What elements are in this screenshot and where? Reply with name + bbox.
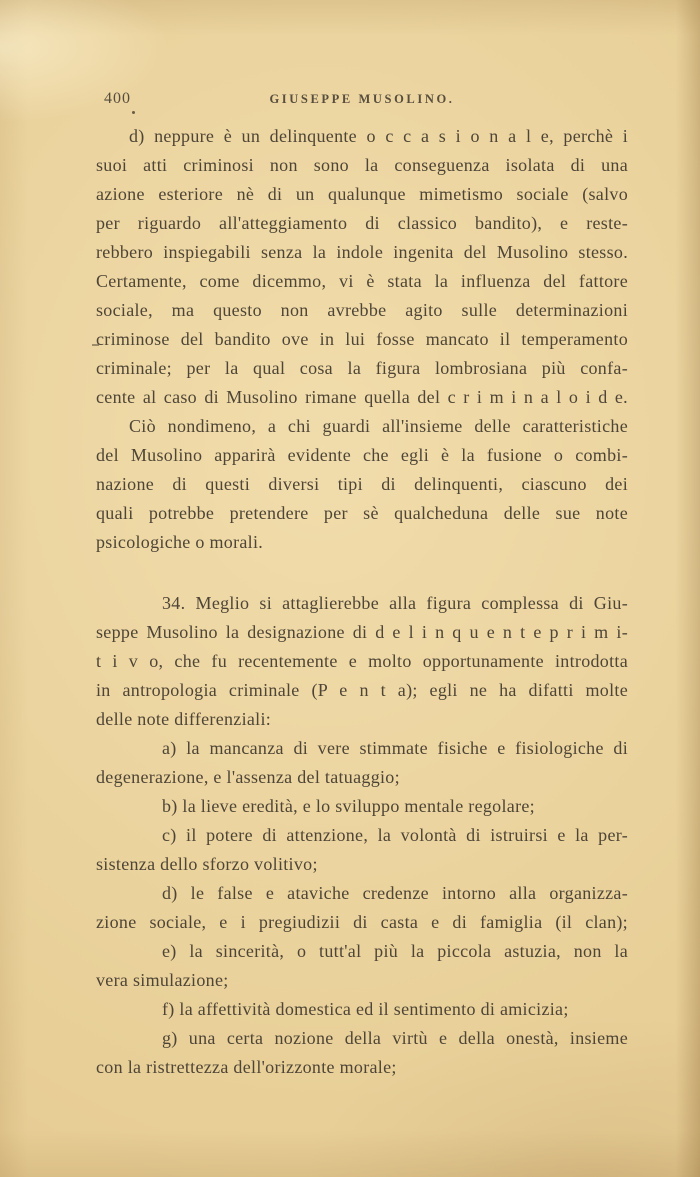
text-line: f) la affettività domestica ed il sentimento di amicizia;	[162, 999, 569, 1019]
text-line: psicologiche o morali.	[96, 532, 264, 552]
text-line: sistenza dello sforzo volitivo;	[96, 854, 318, 874]
text-line: seppe Musolino la designazione di d e l i n q u e n t e p r i m i-	[96, 622, 628, 642]
text-line: delle note differenziali:	[96, 709, 272, 729]
text-line: sociale, ma questo non avrebbe agito sulle determinazioni	[96, 300, 628, 320]
text-line: per riguardo all'atteggiamento di classico bandito), e reste-	[96, 213, 628, 233]
text-line: c) il potere di attenzione, la volontà di istruirsi e la per-	[162, 825, 628, 845]
text-line: suoi atti criminosi non sono la conseguenza isolata di una	[96, 155, 628, 175]
text-line: b) la lieve eredità, e lo sviluppo mentale regolare;	[162, 796, 535, 816]
text-line: cente al caso di Musolino rimane quella del c r i m i n a l o i d e.	[96, 387, 628, 407]
text-line: d) neppure è un delinquente o c c a s i o n a l e, perchè i	[129, 126, 628, 146]
text-line: e) la sincerità, o tutt'al più la piccola astuzia, non la	[162, 941, 628, 961]
text-line: rebbero inspiegabili senza la indole ingenita del Musolino stesso.	[96, 242, 628, 262]
running-header: GIUSEPPE MUSOLINO.	[269, 92, 455, 106]
text-line: degenerazione, e l'assenza del tatuaggio;	[96, 767, 400, 787]
text-line: 34. Meglio si attaglierebbe alla figura complessa di Giu-	[162, 593, 628, 613]
text-line: quali potrebbe pretendere per sè qualcheduna delle sue note	[96, 503, 628, 523]
text-line: in antropologia criminale (P e n t a); egli ne ha difatti molte	[96, 680, 628, 700]
text-line: del Musolino apparirà evidente che egli è la fusione o combi-	[96, 445, 628, 465]
page-number: 400	[104, 90, 131, 107]
text-line: g) una certa nozione della virtù e della onestà, insieme	[162, 1028, 628, 1048]
text-line: zione sociale, e i pregiudizii di casta e di famiglia (il clan);	[96, 912, 628, 932]
scan-speck	[132, 111, 135, 114]
text-line: azione esteriore nè di un qualunque mimetismo sociale (salvo	[96, 184, 628, 204]
text-line: t i v o, che fu recentemente e molto opportunamente introdotta	[96, 651, 628, 671]
text-line: a) la mancanza di vere stimmate fisiche e fisiologiche di	[162, 738, 628, 758]
text-line: criminose del bandito ove in lui fosse mancato il temperamento	[96, 329, 628, 349]
page-body	[96, 122, 628, 1082]
text-line: vera simulazione;	[96, 970, 229, 990]
text-line: con la ristrettezza dell'orizzonte morale;	[96, 1057, 397, 1077]
text-line: criminale; per la qual cosa la figura lombrosiana più confa-	[96, 358, 628, 378]
text-line: Certamente, come dicemmo, vi è stata la influenza del fattore	[96, 271, 628, 291]
text-line: d) le false e ataviche credenze intorno alla organizza-	[162, 883, 628, 903]
text-line: nazione di questi diversi tipi di delinquenti, ciascuno dei	[96, 474, 628, 494]
text-line: Ciò nondimeno, a chi guardi all'insieme delle caratteristiche	[129, 416, 628, 436]
